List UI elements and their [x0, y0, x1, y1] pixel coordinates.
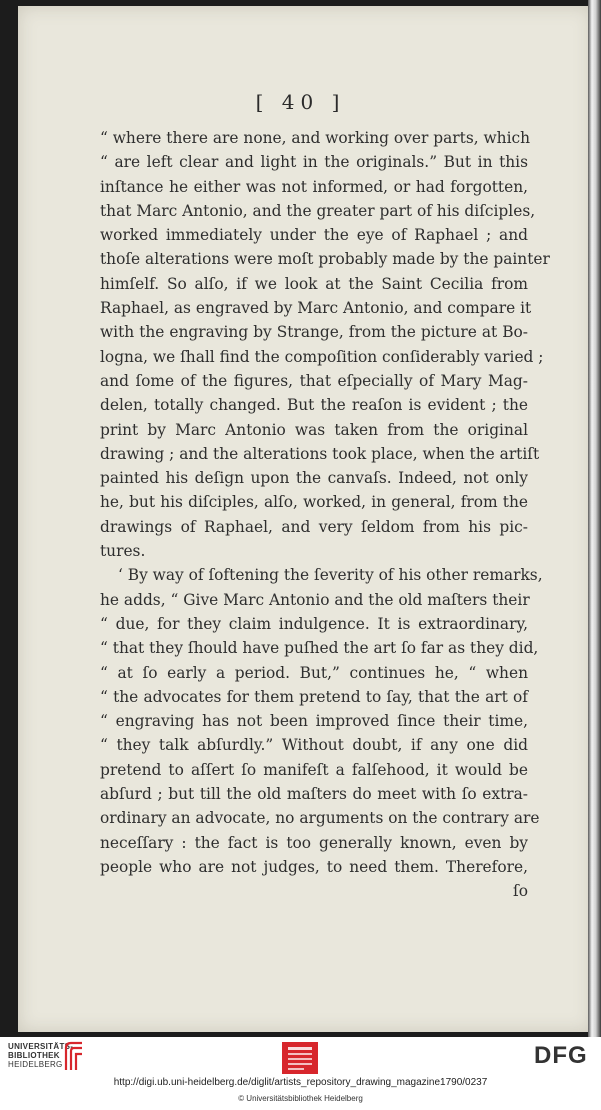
text-line: neceſſary : the fact is too generally known, even by	[100, 833, 528, 852]
text-line: he, but his diſciples, alſo, worked, in general, from the	[100, 493, 528, 512]
digital-collection-badge-icon[interactable]	[280, 1041, 320, 1075]
body-text	[100, 126, 550, 904]
text-line: delen, totally changed. But the reaſon is evident ; the	[100, 396, 528, 415]
dfg-logo[interactable]: DFG	[534, 1042, 588, 1069]
text-line: worked immediately under the eye of Raphael ; and	[100, 226, 528, 245]
text-line: Raphael, as engraved by Marc Antonio, and compare it	[100, 299, 532, 318]
text-line: painted his deſign upon the canvaſs. Indeed, not only	[100, 469, 528, 488]
text-line: drawings of Raphael, and very ſeldom from his pic-	[100, 517, 528, 536]
text-line: “ they talk abſurdly.” Without doubt, if any one did	[100, 736, 528, 755]
text-line: print by Marc Antonio was taken from the original	[100, 420, 528, 439]
text-line: pretend to aſſert ſo manifeſt a falſehood, it would be	[100, 760, 528, 779]
text-line: people who are not judges, to need them. Therefore,	[100, 857, 528, 876]
logo-line: HEIDELBERG	[8, 1060, 63, 1069]
page-number: [ 40 ]	[255, 90, 346, 114]
text-line: “ at ſo early a period. But,” continues he, “ when	[100, 663, 528, 682]
text-line: that Marc Antonio, and the greater part of his diſciples,	[100, 201, 536, 220]
text-line: logna, we ſhall find the compoſition conſiderably varied ;	[100, 347, 544, 366]
text-line: ordinary an advocate, no arguments on the contrary are	[100, 809, 540, 828]
text-line: tures.	[100, 542, 146, 561]
text-line: “ that they ſhould have puſhed the art ſo far as they did,	[100, 639, 539, 658]
text-line: with the engraving by Strange, from the picture at Bo-	[100, 323, 528, 342]
text-line: “ due, for they claim indulgence. It is extraordinary,	[100, 614, 528, 633]
text-line: inſtance he either was not informed, or had forgotten,	[100, 177, 528, 196]
text-line: drawing ; and the alterations took place, when the artiſt	[100, 444, 540, 463]
copyright-notice: © Universitätsbibliothek Heidelberg	[238, 1094, 363, 1103]
university-library-logo[interactable]	[8, 1042, 108, 1074]
logo-line: UNIVERSITÄTS-	[8, 1042, 74, 1051]
book-spine-edge	[588, 0, 601, 1037]
catchword: ſo	[513, 882, 528, 901]
text-line: ‘ By way of ſoftening the ſeverity of his other remarks,	[118, 566, 543, 585]
text-line: “ engraving has not been improved ſince their time,	[100, 712, 528, 731]
logo-line: BIBLIOTHEK	[8, 1051, 60, 1060]
text-line: “ the advocates for them pretend to ſay, that the art of	[100, 687, 528, 706]
ub-logo-mark-icon	[62, 1040, 84, 1072]
text-line: thoſe alterations were moſt probably made by the painter	[100, 250, 550, 269]
text-line: “ are left clear and light in the originals.” But in this	[100, 153, 528, 172]
text-line: himſelf. So alſo, if we look at the Saint Cecilia from	[100, 274, 528, 293]
text-line: and ſome of the figures, that eſpecially of Mary Mag-	[100, 371, 528, 390]
text-line: abſurd ; but till the old maſters do meet with ſo extra-	[100, 785, 528, 804]
permalink-url[interactable]: http://digi.ub.uni-heidelberg.de/diglit/artists_repository_drawing_magazine1790/0237	[113, 1077, 488, 1088]
text-line: “ where there are none, and working over parts, which	[100, 129, 531, 147]
text-line: he adds, “ Give Marc Antonio and the old maſters their	[100, 590, 530, 609]
